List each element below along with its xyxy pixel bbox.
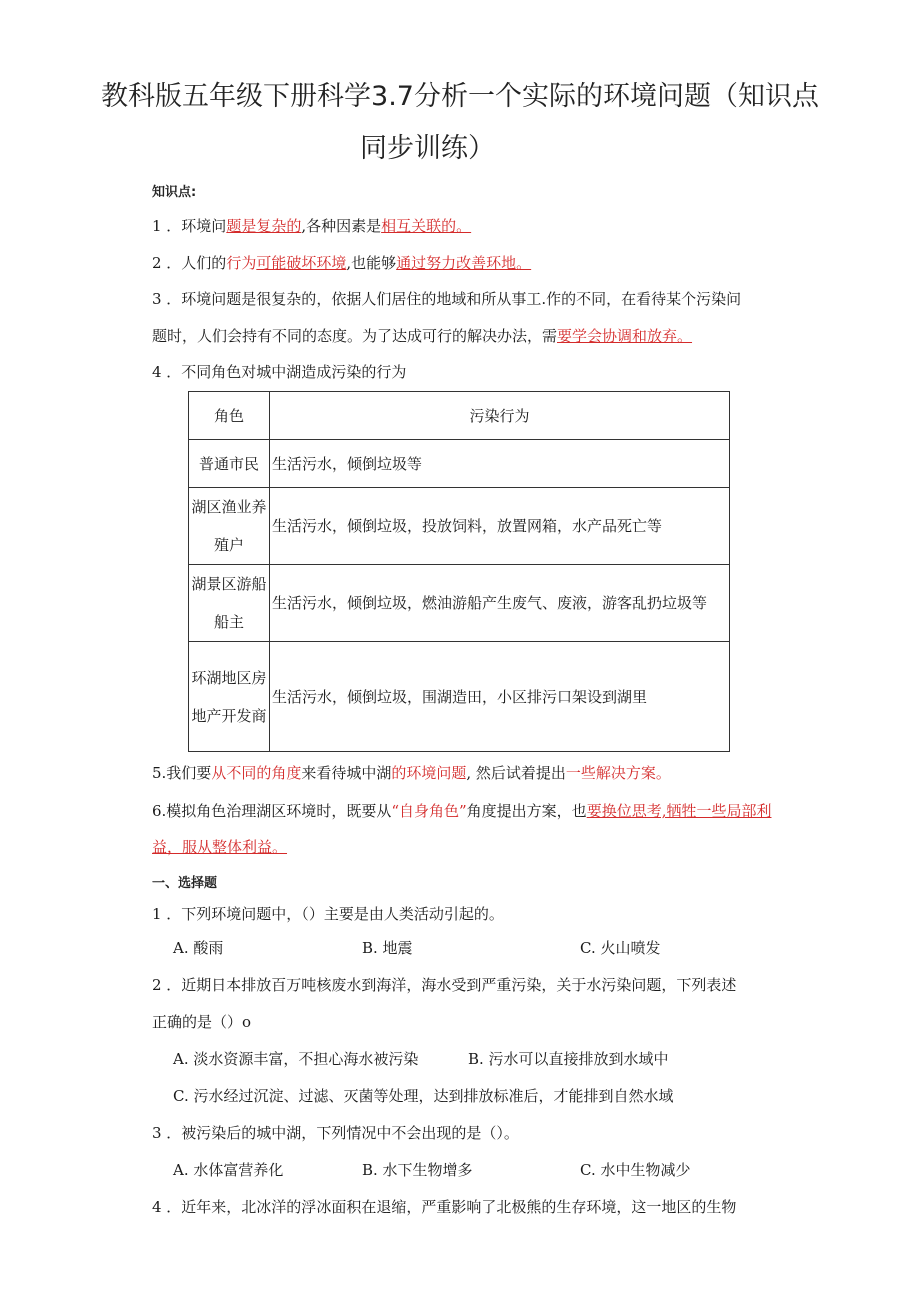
table-row — [189, 565, 730, 642]
table-row — [189, 440, 730, 488]
p6-highlight-2: 要换位思考,牺牲一些局部利 — [586, 802, 772, 820]
p5-text-3: , 然后试着提出 — [466, 764, 566, 782]
p1-highlight-1: 题是复杂的 — [226, 217, 302, 235]
role-cell: 湖区渔业养殖户 — [189, 488, 270, 565]
q3-option-c[interactable]: C. 水中生物减少 — [580, 1161, 691, 1179]
p6-text-2: 角度提出方案，也 — [466, 802, 587, 820]
knowledge-heading: 知识点: — [152, 185, 197, 200]
p1-highlight-2: 相互关联的。 — [381, 217, 472, 235]
table-header-row — [189, 392, 730, 440]
table-row — [189, 642, 730, 752]
q3-option-a[interactable]: A. 水体富营养化 — [173, 1161, 284, 1179]
q1-option-c[interactable]: C. 火山喷发 — [580, 939, 661, 957]
knowledge-point-3-line-1: 3 ．环境问题是很复杂的，依据人们居住的地域和所从事工.作的不同，在看待某个污染问 — [152, 290, 742, 308]
question-2-stem-line-1: 2 ．近期日本排放百万吨核废水到海洋，海水受到严重污染，关于水污染问题，下列表述 — [152, 976, 737, 994]
knowledge-point-5 — [152, 762, 671, 783]
behavior-cell: 生活污水，倾倒垃圾，围湖造田，小区排污口架设到湖里 — [270, 642, 730, 752]
p5-highlight-3: 一些解决方案。 — [565, 764, 671, 782]
p2-highlight-1: 行为 — [226, 254, 257, 272]
q1-option-b[interactable]: B. 地震 — [362, 939, 413, 957]
behavior-cell: 生活污水，倾倒垃圾，燃油游船产生废气、废液，游客乱扔垃圾等 — [270, 565, 730, 642]
knowledge-point-4: 4 ．不同角色对城中湖造成污染的行为 — [152, 363, 407, 381]
p1-text: 1 ．环境问 — [152, 217, 227, 235]
knowledge-point-6-line-1 — [152, 800, 771, 821]
p6-highlight-1: “自身角色” — [391, 802, 467, 820]
p2-highlight-2: 可能破坏环境 — [256, 254, 347, 272]
document-title-line-1: 教科版五年级下册科学3.7分析一个实际的环境问题（知识点 — [101, 81, 819, 112]
q2-option-a[interactable]: A. 淡水资源丰富，不担心海水被污染 — [173, 1050, 419, 1068]
p2-highlight-3: 通过努力改善环地。 — [396, 254, 532, 272]
p3-text: 题时，人们会持有不同的态度。为了达成可行的解决办法，需 — [152, 327, 558, 345]
p5-highlight-2: 的环境问题 — [391, 764, 467, 782]
q1-option-a[interactable]: A. 酸雨 — [173, 939, 224, 957]
role-cell: 环湖地区房地产开发商 — [189, 642, 270, 752]
behavior-cell: 生活污水，倾倒垃圾等 — [270, 440, 730, 488]
pollution-roles-table — [188, 391, 730, 752]
knowledge-point-3-line-2 — [152, 325, 692, 346]
q3-option-b[interactable]: B. 水下生物增多 — [362, 1161, 473, 1179]
p3-highlight: 要学会协调和放弃。 — [557, 327, 693, 345]
p5-text-2: 来看待城中湖 — [301, 764, 392, 782]
question-4-stem-line-1: 4 ．近年来，北冰洋的浮冰面积在退缩，严重影响了北极熊的生存环境，这一地区的生物 — [152, 1198, 737, 1216]
p5-text: 5.我们要 — [152, 764, 212, 782]
role-cell: 普通市民 — [189, 440, 270, 488]
p6-text: 6.模拟角色治理湖区环境时，既要从 — [152, 802, 392, 820]
p1-text-2: ,各种因素是 — [301, 217, 382, 235]
p6-highlight-3: 益，服从整体利益。 — [152, 838, 288, 856]
knowledge-point-6-line-2 — [152, 836, 287, 857]
q2-option-b[interactable]: B. 污水可以直接排放到水域中 — [468, 1050, 669, 1068]
section-1-heading: 一、选择题 — [152, 876, 218, 891]
question-2-stem-line-2: 正确的是（）o — [152, 1013, 252, 1031]
q2-option-c[interactable]: C. 污水经过沉淀、过滤、灭菌等处理，达到排放标准后，才能排到自然水域 — [173, 1087, 674, 1105]
role-cell: 湖景区游船船主 — [189, 565, 270, 642]
question-1-stem: 1 ．下列环境问题中，（）主要是由人类活动引起的。 — [152, 905, 504, 923]
behavior-cell: 生活污水，倾倒垃圾，投放饲料，放置网箱，水产品死亡等 — [270, 488, 730, 565]
document-title-line-2: 同步训练） — [360, 133, 495, 164]
header-behavior: 污染行为 — [270, 392, 730, 440]
header-role: 角色 — [189, 392, 270, 440]
question-3-stem: 3 ．被污染后的城中湖，下列情况中不会出现的是（）。 — [152, 1124, 519, 1142]
p2-text: 2 ．人们的 — [152, 254, 227, 272]
p2-text-2: ,也能够 — [346, 254, 397, 272]
knowledge-point-1 — [152, 215, 471, 236]
p5-highlight-1: 从不同的角度 — [211, 764, 302, 782]
table-row — [189, 488, 730, 565]
knowledge-point-2 — [152, 252, 531, 273]
